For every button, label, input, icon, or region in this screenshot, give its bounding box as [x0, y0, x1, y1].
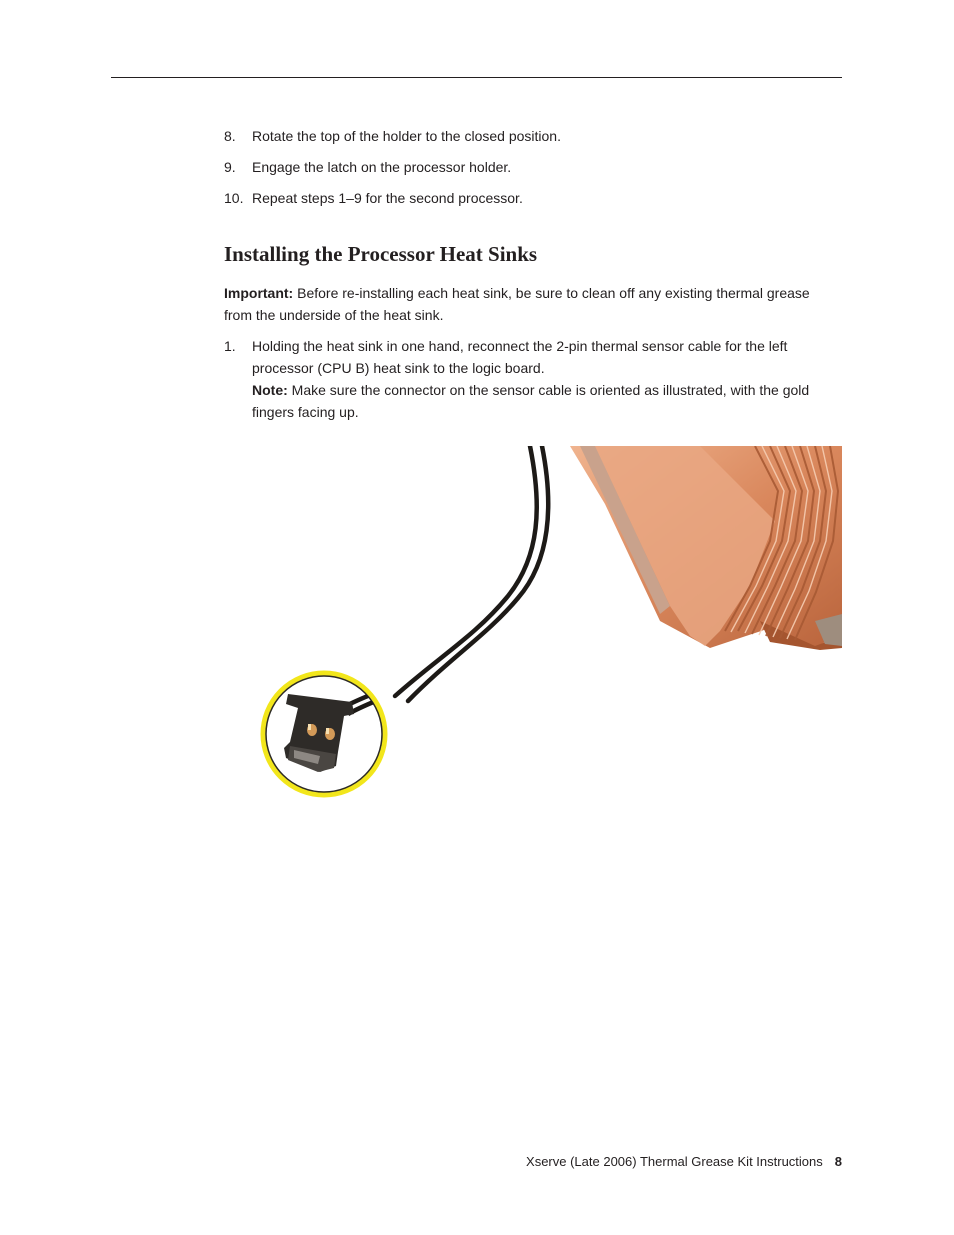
important-text: Before re-installing each heat sink, be sure to clean off any existing thermal grease from the underside of the heat sink. — [224, 285, 810, 323]
step-number: 8. — [224, 128, 236, 144]
connector-callout — [263, 673, 396, 795]
note-paragraph — [252, 379, 834, 423]
sensor-cable — [395, 446, 548, 701]
important-paragraph — [224, 282, 834, 326]
important-label: Important: — [224, 285, 294, 301]
page-footer — [526, 1152, 842, 1172]
step-number: 9. — [224, 159, 236, 175]
step-text: Holding the heat sink in one hand, reconnect the 2-pin thermal sensor cable for the left processor (CPU B) heat sink to the logic board. — [252, 338, 788, 376]
page-number: 8 — [834, 1154, 842, 1169]
step-text: Engage the latch on the processor holder. — [252, 159, 512, 175]
note-text: Make sure the connector on the sensor cable is oriented as illustrated, with the gold fingers facing up. — [252, 382, 810, 420]
heat-sink-photo — [250, 446, 842, 806]
step-number: 10. — [224, 190, 244, 206]
note-label: Note: — [252, 382, 288, 398]
footer-title: Xserve (Late 2006) Thermal Grease Kit Instructions — [526, 1154, 823, 1169]
heat-sink-illustration — [250, 446, 842, 806]
step-number: 1. — [224, 338, 236, 354]
heat-sink — [570, 446, 842, 650]
section-heading: Installing the Processor Heat Sinks — [224, 242, 538, 266]
header-rule — [111, 77, 842, 78]
step-text: Repeat steps 1–9 for the second processor. — [252, 190, 523, 206]
step-text: Rotate the top of the holder to the closed position. — [252, 128, 561, 144]
